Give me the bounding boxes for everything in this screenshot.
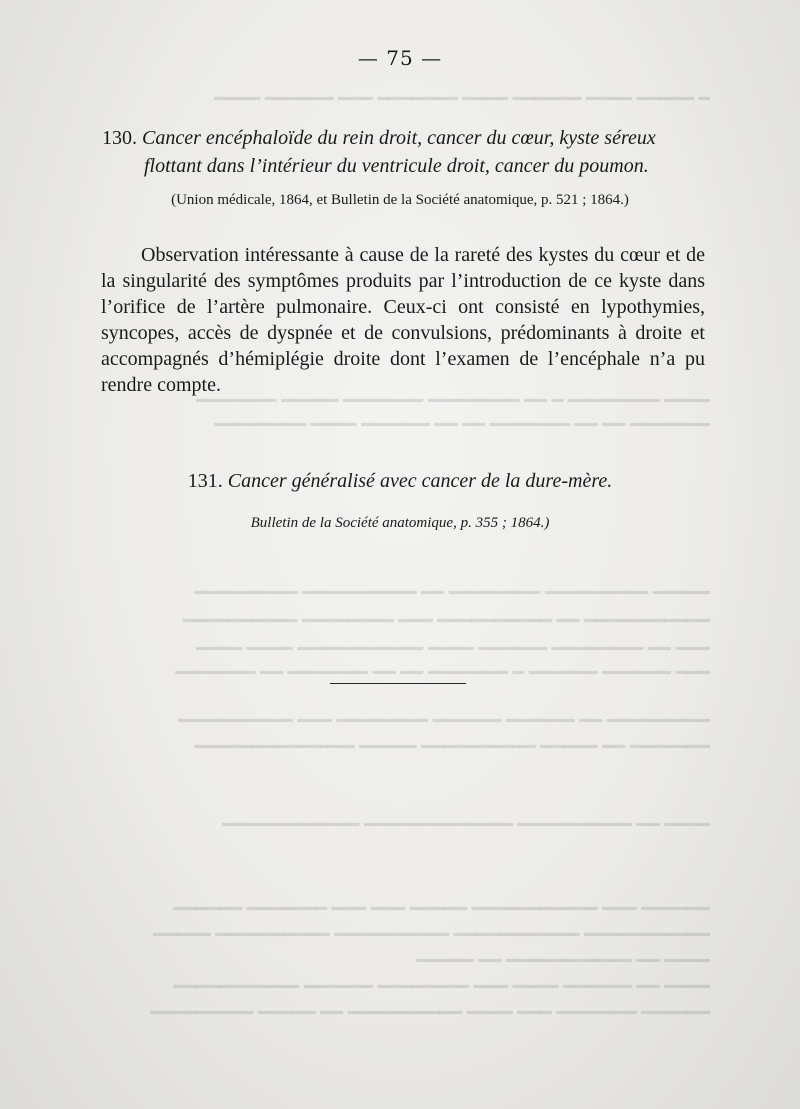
bleed-through-texture: ━━━━━━━━━━━ ━━ ━━━━━━━━━━ ━━━ ━━━━━━━━ ━━━━━━━━━━: [182, 611, 710, 632]
bleed-through-texture: ━━━ ━━ ━━━━━━━━ ━━━━━━ ━━━━ ━━━━━━━━━━━ ━━━━ ━━━━: [196, 639, 710, 660]
bleed-through-texture: ━ ━━━━━ ━━━━ ━━━━━━ ━━━━ ━━━━━━━ ━━━ ━━━━━━ ━━━━: [214, 89, 710, 110]
bleed-through-texture: ━━━━━ ━━━━━━━━━ ━━━━━━━━ ━━ ━━━━━━━━━━ ━━━━━━━━━: [194, 583, 710, 604]
entry-130-title: [102, 124, 714, 180]
entry-130-title-line1: Cancer encéphaloïde du rein droit, cancer du cœur, kyste séreux: [142, 127, 656, 149]
section-divider: [330, 683, 466, 684]
entry-130-reference: (Union médicale, 1864, et Bulletin de la Société anatomique, p. 521 ; 1864.): [171, 192, 629, 208]
bleed-through-texture: ━━━━━━━ ━━ ━━━━━ ━━━━━━━━━━ ━━━━━ ━━━━━━━━━━━━━━: [194, 737, 710, 758]
bleed-through-texture: ━━━━ ━━━━━━━━ ━ ━━ ━━━━━━━━ ━━━━━━━ ━━━━━ ━━━━━━━: [196, 391, 710, 412]
bleed-through-texture: ━━━━ ━━ ━━━━━━━━━━━ ━━ ━━━━━: [416, 951, 710, 972]
bleed-through-texture: ━━━━━━ ━━━━━━━ ━━━ ━━━━ ━━━━━━━━━━ ━━ ━━━━━ ━━━━━━━━━: [150, 1003, 710, 1024]
bleed-through-texture: ━━━ ━━━━━━ ━━━━━━ ━ ━━━━━━━ ━━ ━━ ━━━━━━━ ━━ ━━━━━━━: [175, 663, 710, 684]
entry-130-title-line2: flottant dans l’intérieur du ventricule droit, cancer du poumon.: [144, 155, 649, 177]
bleed-through-texture: ━━━━━━━ ━━ ━━ ━━━━━━━ ━━ ━━ ━━━━━━ ━━━━ ━━━━━━━━: [214, 415, 710, 436]
bleed-through-texture: ━━━━ ━━ ━━━━━━━━━━ ━━━━━━━━━━━━━ ━━━━━━━━━━━━: [222, 815, 710, 836]
entry-130-observation: Observation intéressante à cause de la rareté des kystes du cœur et de la singularité des symptômes produits par l’introduction de ce kyste dans l’orifice de l’artère pulmonaire. Ceux-ci ont consisté en lypothymies, syncopes, accès de dyspnée et de convulsions, prédominants à droite et accompagnés d’hémiplégie droite dont l’examen de l’encéphale n’a pu rendre compte.: [101, 244, 705, 396]
bleed-through-texture: ━━━━ ━━ ━━━━━━ ━━━━ ━━━ ━━━━━━━━ ━━━━━━ ━━━━━━━━━━━: [173, 977, 710, 998]
entry-131-number: 131.: [187, 470, 223, 492]
bleed-through-texture: ━━━━━━ ━━━ ━━━━━━━━━━━ ━━━━━ ━━━ ━━━ ━━━━━━━ ━━━━━━: [173, 899, 710, 920]
entry-131-title-text: Cancer généralisé avec cancer de la dure-mère.: [227, 470, 613, 492]
page-number: — 75 —: [357, 46, 443, 70]
entry-130-number: 130.: [102, 127, 137, 149]
entry-131-title: [0, 467, 800, 495]
entry-131-reference: Bulletin de la Société anatomique, p. 355 ; 1864.): [250, 515, 550, 531]
bleed-through-texture: ━━━━━━━━━━━ ━━━━━━━━━━━ ━━━━━━━━━━ ━━━━━━━━━━ ━━━━━: [153, 925, 710, 946]
bleed-through-texture: ━━━━━━━━━ ━━ ━━━━━━ ━━━━━━ ━━━━━━━━ ━━━ ━━━━━━━━━━: [178, 711, 710, 732]
